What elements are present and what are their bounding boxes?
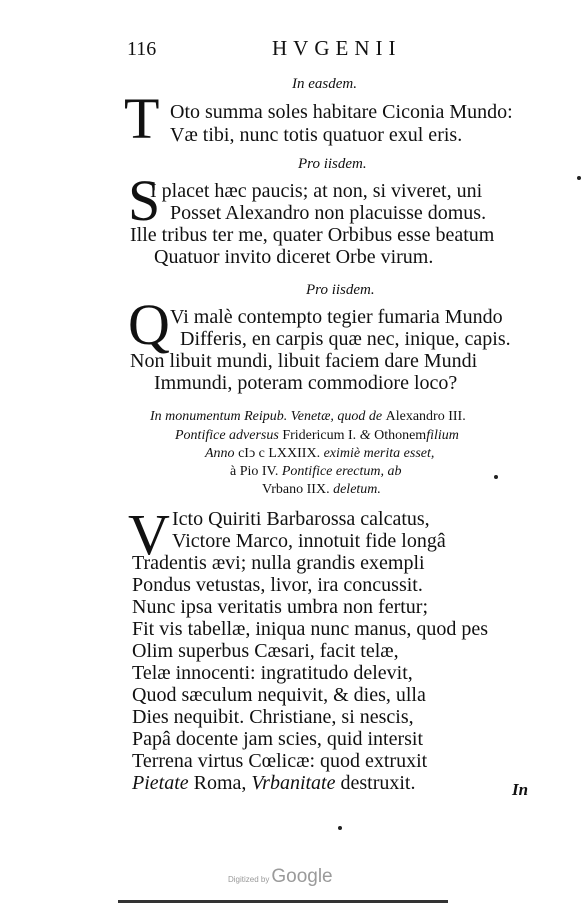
note-line-2: Pontifice adversus Fridericum I. & Othonemfilium: [175, 428, 459, 443]
poem3-line-3: Non libuit mundi, libuit faciem dare Mundi: [130, 350, 478, 372]
ink-speck: [494, 475, 498, 479]
note-line-3: Anno cIↄ c LXXIIX. eximiè merita esset,: [205, 446, 435, 461]
poem4-line-10: Dies nequibit. Christiane, si nescis,: [132, 706, 414, 728]
poem3-heading: Pro iisdem.: [306, 282, 375, 298]
poem2-line-2: Posset Alexandro non placuisse domus.: [170, 202, 487, 224]
poem4-line-7: Olim superbus Cæsari, facit telæ,: [132, 640, 399, 662]
poem4-line-3: Tradentis ævi; nulla grandis exempli: [132, 552, 425, 574]
poem3-dropcap: Q: [128, 292, 170, 357]
running-head: HVGENII: [272, 36, 402, 60]
note-line-1: In monumentum Reipub. Venetæ, quod de Alexandro III.: [150, 409, 466, 424]
poem4-line-13: Pietate Roma, Vrbanitate destruxit.: [132, 772, 416, 794]
poem2-line-3: Ille tribus ter me, quater Orbibus esse beatum: [130, 224, 495, 246]
poem4-dropcap: V: [128, 502, 170, 567]
ink-speck: [577, 176, 581, 180]
poem4-line-8: Telæ innocenti: ingratitudo delevit,: [132, 662, 413, 684]
poem4-line-11: Papâ docente jam scies, quid intersit: [132, 728, 424, 750]
poem4-line-1: Icto Quiriti Barbarossa calcatus,: [172, 508, 430, 530]
catchword: In: [512, 780, 529, 799]
bottom-edge-rule: [118, 900, 448, 903]
poem3-line-4: Immundi, poteram commodiore loco?: [154, 372, 458, 394]
poem4-line-4: Pondus vetustas, livor, ira concussit.: [132, 574, 423, 596]
poem2-dropcap: S: [128, 168, 161, 233]
poem1-line-1: Oto summa soles habitare Ciconia Mundo:: [170, 101, 513, 123]
poem3-line-2: Differis, en carpis quæ nec, inique, capis.: [180, 328, 511, 350]
poem2-line-1: I placet hæc paucis; at non, si viveret, uni: [150, 180, 483, 202]
poem4-line-9: Quod sæculum nequivit, & dies, ulla: [132, 684, 426, 706]
poem4-line-6: Fit vis tabellæ, iniqua nunc manus, quod pes: [132, 618, 489, 640]
note-line-4: à Pio IV. Pontifice erectum, ab: [230, 464, 402, 479]
poem1-dropcap: T: [124, 86, 160, 151]
poem1-line-2: Væ tibi, nunc totis quatuor exul eris.: [170, 124, 463, 146]
poem2-heading: Pro iisdem.: [298, 156, 367, 172]
poem4-line-2: Victore Marco, innotuit fide longâ: [172, 530, 446, 552]
page-number: 116: [127, 38, 157, 60]
poem4-line-12: Terrena virtus Cœlicæ: quod extruxit: [132, 750, 428, 772]
poem1-heading: In easdem.: [292, 76, 357, 92]
digitized-watermark: Digitized by Google: [228, 866, 333, 887]
poem3-line-1: Vi malè contempto tegier fumaria Mundo: [170, 306, 503, 328]
note-line-5: Vrbano IIX. deletum.: [262, 482, 381, 497]
poem4-line-5: Nunc ipsa veritatis umbra non fertur;: [132, 596, 429, 618]
ink-speck: [338, 826, 342, 830]
poem2-line-4: Quatuor invito diceret Orbe virum.: [154, 246, 434, 268]
